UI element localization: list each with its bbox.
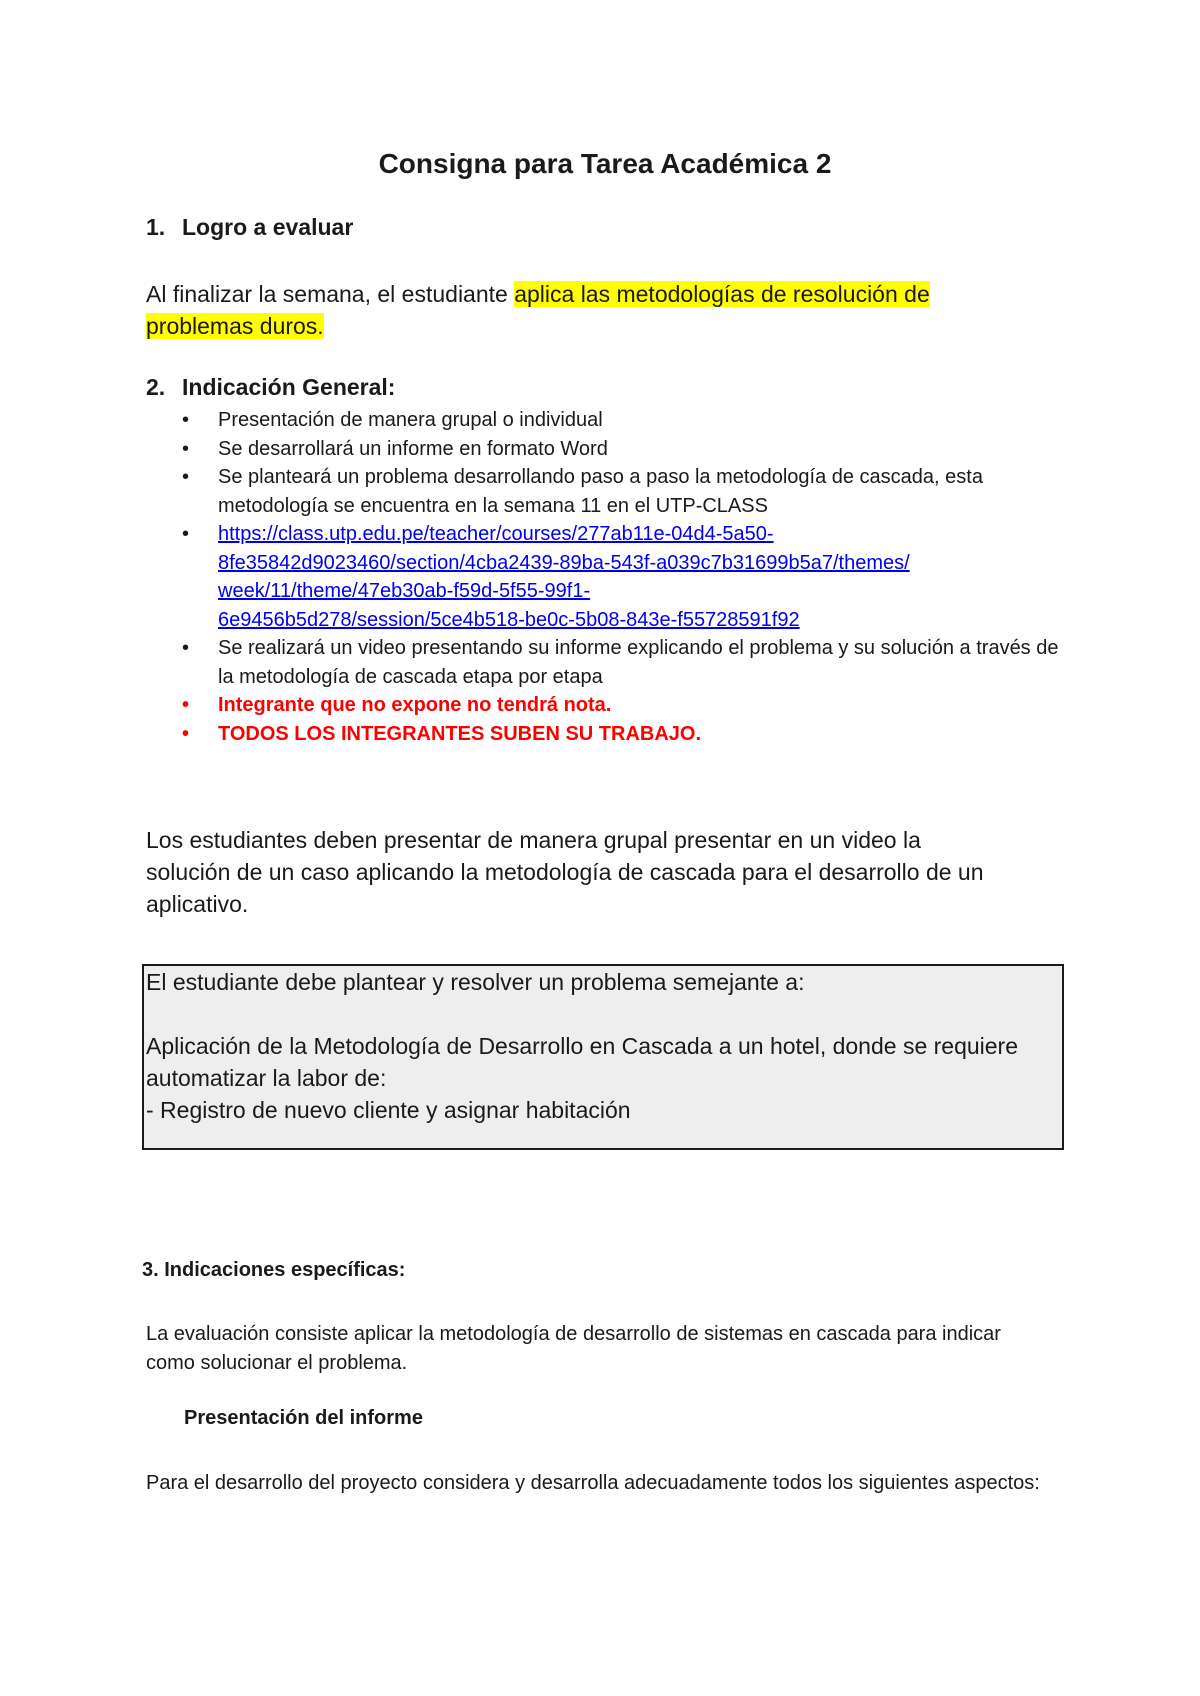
section-2-bullet-list <box>182 406 1068 748</box>
section-2-heading <box>146 374 395 401</box>
box-line-1: El estudiante debe plantear y resolver un problema semejante a: <box>146 969 805 995</box>
section-1-number: 1. <box>146 214 166 240</box>
section-3-heading: 3. Indicaciones específicas: <box>142 1259 406 1281</box>
list-item <box>182 406 1068 435</box>
bullet-text: Se desarrollará un informe en formato Word <box>218 437 608 460</box>
bullet-text: Se realizará un video presentando su informe explicando el problema y su solución a través de la metodología de cascada etapa por etapa <box>218 637 1059 688</box>
bullet-icon: • <box>182 694 190 716</box>
intro-paragraph: Los estudiantes deben presentar de manera grupal presentar en un video la solución de un caso aplicando la metodología de cascada para el desarrollo de un aplicativo. <box>146 827 984 917</box>
report-paragraph: Para el desarrollo del proyecto considera y desarrolla adecuadamente todos los siguientes aspectos: <box>146 1472 1040 1494</box>
bullet-icon: • <box>182 466 190 488</box>
problem-statement-box <box>142 964 1064 1150</box>
report-subheading: Presentación del informe <box>184 1407 423 1429</box>
list-item-warning <box>182 691 1068 720</box>
section-1-text: Al finalizar la semana, el estudiante <box>146 281 515 307</box>
bullet-text: Presentación de manera grupal o individual <box>218 409 603 431</box>
section-3-paragraph: La evaluación consiste aplicar la metodología de desarrollo de sistemas en cascada para indicar como solucionar el problema. <box>146 1323 1001 1374</box>
box-line-3: - Registro de nuevo cliente y asignar habitación <box>146 1097 631 1123</box>
document-title: Consigna para Tarea Académica 2 <box>378 148 832 179</box>
link-line: https://class.utp.edu.pe/teacher/courses/277ab11e-04d4-5a50- <box>218 523 774 545</box>
bullet-icon: • <box>182 637 190 659</box>
bullet-text: Se planteará un problema desarrollando paso a paso la metodología de cascada, esta metodología se encuentra en la semana 11 en el UTP-CLASS <box>218 466 983 517</box>
bullet-text: TODOS LOS INTEGRANTES SUBEN SU TRABAJO. <box>218 722 702 745</box>
list-item-warning <box>182 720 1068 749</box>
section-1-heading-text: Logro a evaluar <box>182 214 354 240</box>
bullet-icon: • <box>182 523 190 545</box>
box-spacer <box>146 998 1062 1030</box>
bullet-text: Integrante que no expone no tendrá nota. <box>218 694 612 716</box>
list-item <box>182 634 1068 691</box>
box-line-2: Aplicación de la Metodología de Desarrollo en Cascada a un hotel, donde se requiere automatizar la labor de: <box>146 1033 1019 1091</box>
section-1-heading <box>146 214 353 241</box>
section-2-number: 2. <box>146 374 166 400</box>
bullet-icon: • <box>182 409 190 431</box>
link-line: 8fe35842d9023460/section/4cba2439-89ba-543f-a039c7b31699b5a7/themes/ <box>218 551 910 574</box>
bullet-icon: • <box>182 722 190 745</box>
link-line: week/11/theme/47eb30ab-f59d-5f55-99f1- <box>218 580 591 602</box>
section-2-heading-text: Indicación General: <box>182 374 396 400</box>
list-item <box>182 435 1068 464</box>
utp-class-link[interactable] <box>218 523 910 631</box>
list-item <box>182 463 1068 520</box>
link-line: 6e9456b5d278/session/5ce4b518-be0c-5b08-843e-f55728591f92 <box>218 608 800 631</box>
list-item <box>182 520 1068 634</box>
bullet-icon: • <box>182 437 190 460</box>
section-1-highlighted-text: aplica las metodologías de resolución de problemas duros. <box>146 281 930 339</box>
section-1-paragraph <box>146 278 1006 342</box>
